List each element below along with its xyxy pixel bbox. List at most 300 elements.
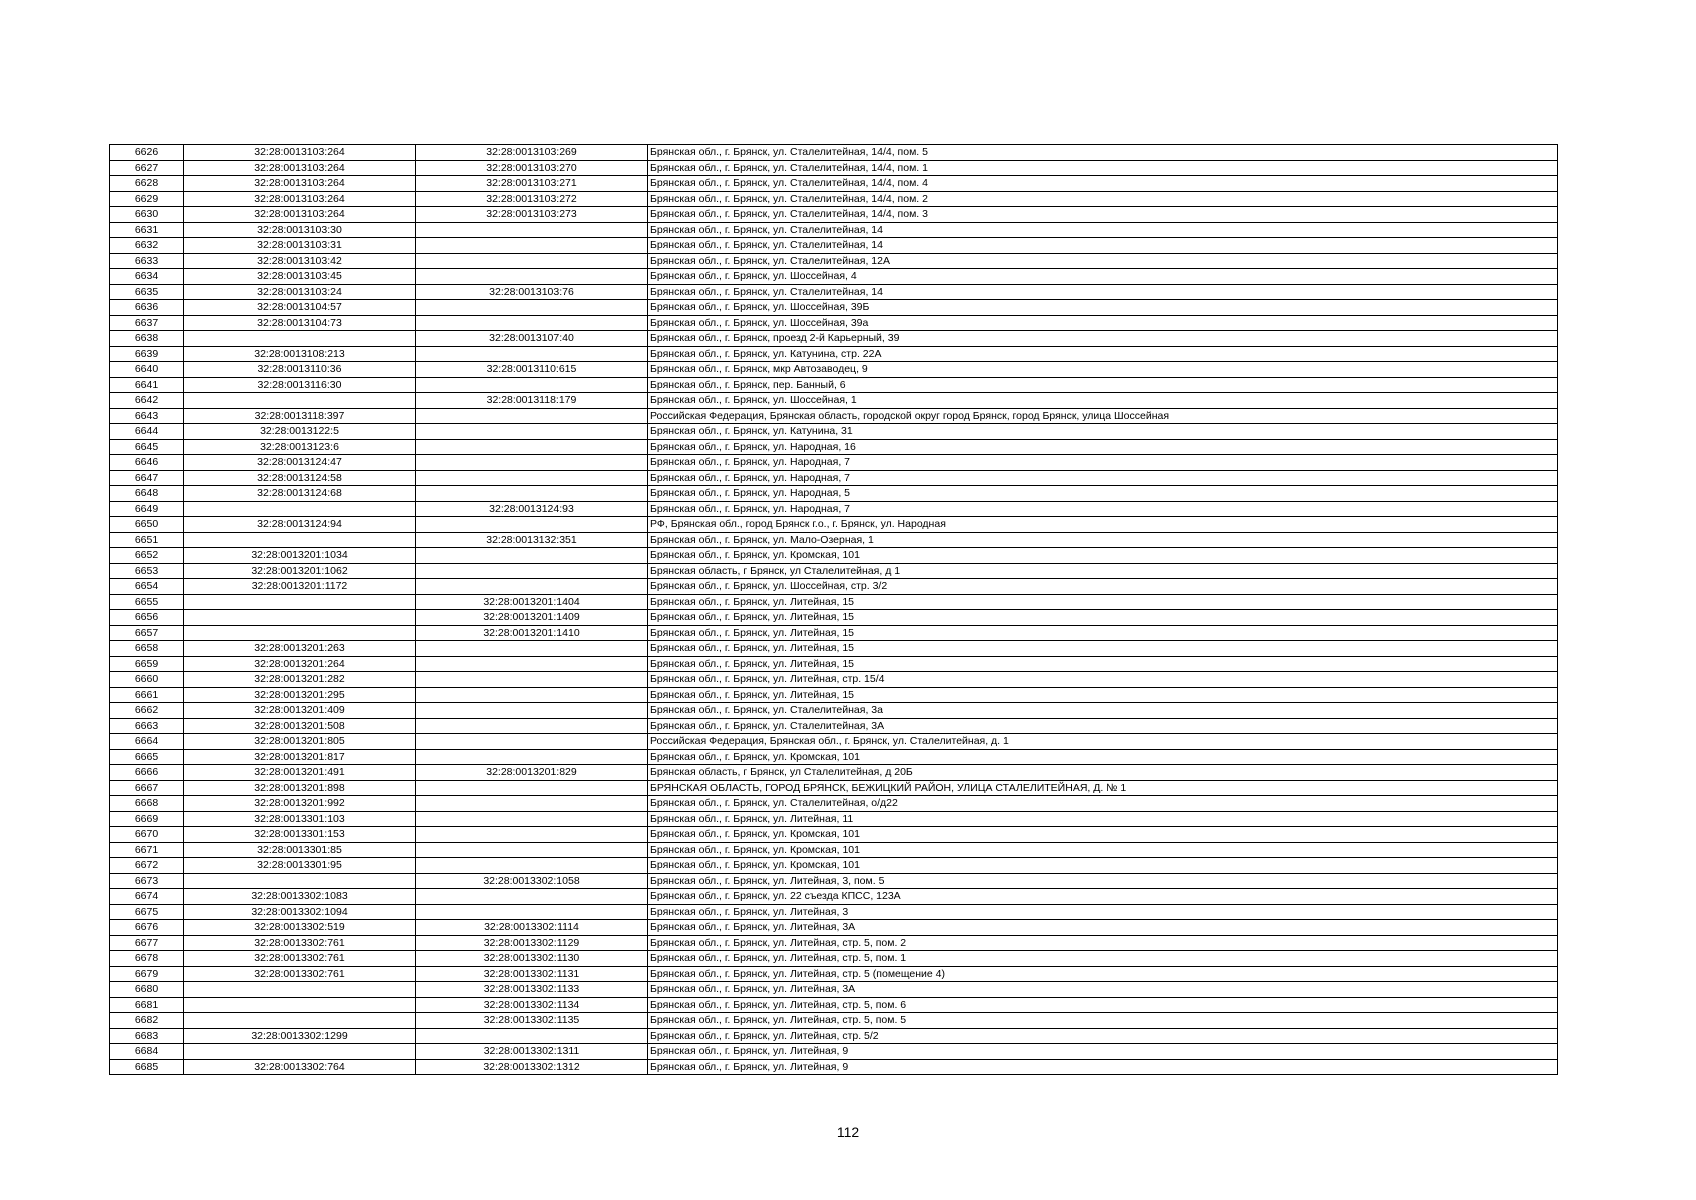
cadastral-number-cell: 32:28:0013302:761 <box>184 966 416 982</box>
related-cadastral-number-cell: 32:28:0013302:1133 <box>416 982 648 998</box>
cadastral-number-cell: 32:28:0013103:24 <box>184 284 416 300</box>
table-row <box>110 439 1558 455</box>
cadastral-number-cell: 32:28:0013201:295 <box>184 687 416 703</box>
address-cell: Брянская обл., г. Брянск, ул. Шоссейная, 4 <box>648 269 1558 285</box>
row-number-cell: 6637 <box>110 315 184 331</box>
address-cell: Брянская обл., г. Брянск, ул. Сталелитейная, 14 <box>648 238 1558 254</box>
row-number-cell: 6668 <box>110 796 184 812</box>
cadastral-number-cell <box>184 997 416 1013</box>
row-number-cell: 6633 <box>110 253 184 269</box>
table-row <box>110 889 1558 905</box>
related-cadastral-number-cell <box>416 1028 648 1044</box>
row-number-cell: 6678 <box>110 951 184 967</box>
address-cell: Брянская обл., г. Брянск, ул. Сталелитейная, 3а <box>648 703 1558 719</box>
table-row <box>110 1044 1558 1060</box>
cadastral-number-cell: 32:28:0013302:1083 <box>184 889 416 905</box>
related-cadastral-number-cell <box>416 315 648 331</box>
row-number-cell: 6665 <box>110 749 184 765</box>
table-row <box>110 548 1558 564</box>
related-cadastral-number-cell <box>416 548 648 564</box>
related-cadastral-number-cell <box>416 455 648 471</box>
table-row <box>110 1028 1558 1044</box>
row-number-cell: 6657 <box>110 625 184 641</box>
related-cadastral-number-cell <box>416 424 648 440</box>
row-number-cell: 6628 <box>110 176 184 192</box>
address-cell: Российская Федерация, Брянская область, городской округ город Брянск, город Брянск, улица Шоссейная <box>648 408 1558 424</box>
table-row <box>110 656 1558 672</box>
cadastral-number-cell <box>184 393 416 409</box>
row-number-cell: 6679 <box>110 966 184 982</box>
registry-table-body <box>110 145 1558 1075</box>
related-cadastral-number-cell <box>416 858 648 874</box>
address-cell: Брянская обл., г. Брянск, ул. Кромская, 101 <box>648 858 1558 874</box>
table-row <box>110 238 1558 254</box>
row-number-cell: 6629 <box>110 191 184 207</box>
address-cell: Брянская обл., г. Брянск, ул. Шоссейная, стр. 3/2 <box>648 579 1558 595</box>
address-cell: Брянская обл., г. Брянск, ул. Шоссейная, 1 <box>648 393 1558 409</box>
related-cadastral-number-cell <box>416 780 648 796</box>
cadastral-number-cell: 32:28:0013124:58 <box>184 470 416 486</box>
cadastral-number-cell: 32:28:0013201:817 <box>184 749 416 765</box>
table-row <box>110 253 1558 269</box>
address-cell: Брянская обл., г. Брянск, ул. Литейная, стр. 5, пом. 5 <box>648 1013 1558 1029</box>
address-cell: Брянская обл., г. Брянск, ул. Литейная, стр. 5/2 <box>648 1028 1558 1044</box>
cadastral-number-cell: 32:28:0013103:264 <box>184 207 416 223</box>
row-number-cell: 6646 <box>110 455 184 471</box>
table-row <box>110 207 1558 223</box>
related-cadastral-number-cell <box>416 703 648 719</box>
cadastral-number-cell: 32:28:0013201:898 <box>184 780 416 796</box>
cadastral-number-cell: 32:28:0013302:764 <box>184 1059 416 1075</box>
row-number-cell: 6656 <box>110 610 184 626</box>
related-cadastral-number-cell: 32:28:0013201:829 <box>416 765 648 781</box>
table-row <box>110 424 1558 440</box>
related-cadastral-number-cell <box>416 889 648 905</box>
cadastral-number-cell <box>184 594 416 610</box>
cadastral-number-cell <box>184 1013 416 1029</box>
address-cell: Брянская обл., г. Брянск, ул. Народная, 7 <box>648 470 1558 486</box>
address-cell: Брянская обл., г. Брянск, ул. Сталелитейная, 14/4, пом. 4 <box>648 176 1558 192</box>
related-cadastral-number-cell: 32:28:0013201:1409 <box>416 610 648 626</box>
address-cell: Брянская обл., г. Брянск, ул. Мало-Озерная, 1 <box>648 532 1558 548</box>
address-cell: Брянская обл., г. Брянск, ул. Литейная, стр. 5 (помещение 4) <box>648 966 1558 982</box>
table-row <box>110 486 1558 502</box>
related-cadastral-number-cell: 32:28:0013302:1312 <box>416 1059 648 1075</box>
cadastral-number-cell: 32:28:0013104:73 <box>184 315 416 331</box>
table-row <box>110 796 1558 812</box>
address-cell: Брянская обл., г. Брянск, ул. Литейная, 15 <box>648 687 1558 703</box>
cadastral-number-cell: 32:28:0013116:30 <box>184 377 416 393</box>
address-cell: Брянская обл., г. Брянск, ул. Кромская, 101 <box>648 548 1558 564</box>
cadastral-number-cell: 32:28:0013103:264 <box>184 145 416 161</box>
table-row <box>110 284 1558 300</box>
address-cell: Брянская обл., г. Брянск, ул. Сталелитейная, о/д22 <box>648 796 1558 812</box>
table-row <box>110 610 1558 626</box>
table-row <box>110 1013 1558 1029</box>
table-row <box>110 300 1558 316</box>
registry-table-container <box>109 144 1557 1075</box>
row-number-cell: 6677 <box>110 935 184 951</box>
table-row <box>110 145 1558 161</box>
address-cell: Брянская обл., г. Брянск, ул. Народная, 7 <box>648 501 1558 517</box>
cadastral-number-cell: 32:28:0013103:264 <box>184 191 416 207</box>
table-row <box>110 827 1558 843</box>
row-number-cell: 6635 <box>110 284 184 300</box>
cadastral-number-cell: 32:28:0013201:1034 <box>184 548 416 564</box>
related-cadastral-number-cell: 32:28:0013103:271 <box>416 176 648 192</box>
related-cadastral-number-cell <box>416 238 648 254</box>
address-cell: Брянская обл., г. Брянск, ул. Литейная, стр. 5, пом. 1 <box>648 951 1558 967</box>
related-cadastral-number-cell: 32:28:0013132:351 <box>416 532 648 548</box>
cadastral-number-cell: 32:28:0013301:95 <box>184 858 416 874</box>
table-row <box>110 269 1558 285</box>
related-cadastral-number-cell <box>416 408 648 424</box>
table-row <box>110 1059 1558 1075</box>
cadastral-number-cell: 32:28:0013201:992 <box>184 796 416 812</box>
related-cadastral-number-cell: 32:28:0013103:272 <box>416 191 648 207</box>
cadastral-number-cell <box>184 625 416 641</box>
row-number-cell: 6671 <box>110 842 184 858</box>
cadastral-number-cell <box>184 873 416 889</box>
row-number-cell: 6660 <box>110 672 184 688</box>
table-row <box>110 703 1558 719</box>
row-number-cell: 6672 <box>110 858 184 874</box>
cadastral-number-cell: 32:28:0013110:36 <box>184 362 416 378</box>
table-row <box>110 920 1558 936</box>
related-cadastral-number-cell <box>416 486 648 502</box>
row-number-cell: 6667 <box>110 780 184 796</box>
table-row <box>110 470 1558 486</box>
cadastral-number-cell: 32:28:0013302:1299 <box>184 1028 416 1044</box>
table-row <box>110 362 1558 378</box>
table-row <box>110 734 1558 750</box>
row-number-cell: 6655 <box>110 594 184 610</box>
address-cell: Брянская обл., г. Брянск, ул. Сталелитейная, 14/4, пом. 2 <box>648 191 1558 207</box>
related-cadastral-number-cell <box>416 687 648 703</box>
row-number-cell: 6636 <box>110 300 184 316</box>
page-number: 112 <box>836 1124 860 1140</box>
cadastral-number-cell: 32:28:0013104:57 <box>184 300 416 316</box>
address-cell: Брянская обл., г. Брянск, ул. Литейная, 9 <box>648 1044 1558 1060</box>
table-row <box>110 811 1558 827</box>
address-cell: Брянская обл., г. Брянск, ул. Народная, 5 <box>648 486 1558 502</box>
table-row <box>110 672 1558 688</box>
cadastral-number-cell: 32:28:0013103:31 <box>184 238 416 254</box>
row-number-cell: 6682 <box>110 1013 184 1029</box>
cadastral-number-cell: 32:28:0013201:282 <box>184 672 416 688</box>
row-number-cell: 6674 <box>110 889 184 905</box>
address-cell: Брянская обл., г. Брянск, ул. Литейная, 9 <box>648 1059 1558 1075</box>
table-row <box>110 873 1558 889</box>
related-cadastral-number-cell <box>416 253 648 269</box>
related-cadastral-number-cell: 32:28:0013118:179 <box>416 393 648 409</box>
related-cadastral-number-cell: 32:28:0013201:1410 <box>416 625 648 641</box>
row-number-cell: 6649 <box>110 501 184 517</box>
table-row <box>110 563 1558 579</box>
address-cell: Брянская область, г Брянск, ул Сталелитейная, д 20Б <box>648 765 1558 781</box>
row-number-cell: 6664 <box>110 734 184 750</box>
address-cell: Брянская обл., г. Брянск, ул. Литейная, 3, пом. 5 <box>648 873 1558 889</box>
address-cell: Брянская обл., г. Брянск, ул. Литейная, 3 <box>648 904 1558 920</box>
row-number-cell: 6639 <box>110 346 184 362</box>
address-cell: Брянская обл., г. Брянск, проезд 2-й Карьерный, 39 <box>648 331 1558 347</box>
related-cadastral-number-cell: 32:28:0013103:273 <box>416 207 648 223</box>
related-cadastral-number-cell: 32:28:0013302:1135 <box>416 1013 648 1029</box>
address-cell: Брянская обл., г. Брянск, ул. Литейная, 15 <box>648 641 1558 657</box>
row-number-cell: 6647 <box>110 470 184 486</box>
cadastral-number-cell: 32:28:0013302:519 <box>184 920 416 936</box>
table-row <box>110 160 1558 176</box>
table-row <box>110 749 1558 765</box>
cadastral-number-cell: 32:28:0013103:42 <box>184 253 416 269</box>
address-cell: Брянская обл., г. Брянск, ул. Литейная, 15 <box>648 610 1558 626</box>
cadastral-number-cell: 32:28:0013123:6 <box>184 439 416 455</box>
row-number-cell: 6648 <box>110 486 184 502</box>
registry-table <box>109 144 1558 1075</box>
address-cell: Брянская обл., г. Брянск, ул. Сталелитейная, 14/4, пом. 1 <box>648 160 1558 176</box>
table-row <box>110 408 1558 424</box>
related-cadastral-number-cell: 32:28:0013302:1131 <box>416 966 648 982</box>
cadastral-number-cell: 32:28:0013301:85 <box>184 842 416 858</box>
cadastral-number-cell: 32:28:0013108:213 <box>184 346 416 362</box>
related-cadastral-number-cell: 32:28:0013107:40 <box>416 331 648 347</box>
table-row <box>110 455 1558 471</box>
related-cadastral-number-cell <box>416 470 648 486</box>
address-cell: Брянская обл., г. Брянск, ул. Сталелитейная, 14/4, пом. 3 <box>648 207 1558 223</box>
address-cell: Брянская обл., г. Брянск, ул. Сталелитейная, 3А <box>648 718 1558 734</box>
address-cell: Брянская обл., г. Брянск, пер. Банный, 6 <box>648 377 1558 393</box>
row-number-cell: 6642 <box>110 393 184 409</box>
table-row <box>110 579 1558 595</box>
table-row <box>110 377 1558 393</box>
address-cell: Брянская обл., г. Брянск, ул. Литейная, 15 <box>648 625 1558 641</box>
table-row <box>110 842 1558 858</box>
cadastral-number-cell: 32:28:0013201:508 <box>184 718 416 734</box>
address-cell: Брянская обл., г. Брянск, ул. Кромская, 101 <box>648 827 1558 843</box>
address-cell: Брянская обл., г. Брянск, ул. Шоссейная, 39Б <box>648 300 1558 316</box>
address-cell: Брянская обл., г. Брянск, ул. Сталелитейная, 14 <box>648 222 1558 238</box>
row-number-cell: 6632 <box>110 238 184 254</box>
related-cadastral-number-cell: 32:28:0013103:269 <box>416 145 648 161</box>
related-cadastral-number-cell: 32:28:0013110:615 <box>416 362 648 378</box>
cadastral-number-cell <box>184 982 416 998</box>
related-cadastral-number-cell <box>416 517 648 533</box>
row-number-cell: 6638 <box>110 331 184 347</box>
related-cadastral-number-cell <box>416 269 648 285</box>
cadastral-number-cell: 32:28:0013103:45 <box>184 269 416 285</box>
cadastral-number-cell <box>184 1044 416 1060</box>
row-number-cell: 6630 <box>110 207 184 223</box>
related-cadastral-number-cell: 32:28:0013302:1058 <box>416 873 648 889</box>
row-number-cell: 6631 <box>110 222 184 238</box>
address-cell: Брянская обл., г. Брянск, ул. Литейная, 11 <box>648 811 1558 827</box>
table-row <box>110 625 1558 641</box>
related-cadastral-number-cell <box>416 579 648 595</box>
related-cadastral-number-cell <box>416 377 648 393</box>
address-cell: Брянская обл., г. Брянск, мкр Автозаводец, 9 <box>648 362 1558 378</box>
cadastral-number-cell: 32:28:0013201:409 <box>184 703 416 719</box>
related-cadastral-number-cell <box>416 641 648 657</box>
cadastral-number-cell: 32:28:0013302:761 <box>184 935 416 951</box>
table-row <box>110 997 1558 1013</box>
row-number-cell: 6654 <box>110 579 184 595</box>
related-cadastral-number-cell: 32:28:0013201:1404 <box>416 594 648 610</box>
address-cell: Брянская обл., г. Брянск, ул. Катунина, 31 <box>648 424 1558 440</box>
related-cadastral-number-cell <box>416 656 648 672</box>
row-number-cell: 6676 <box>110 920 184 936</box>
table-row <box>110 331 1558 347</box>
table-row <box>110 858 1558 874</box>
table-row <box>110 222 1558 238</box>
cadastral-number-cell <box>184 610 416 626</box>
row-number-cell: 6663 <box>110 718 184 734</box>
row-number-cell: 6661 <box>110 687 184 703</box>
address-cell: Брянская обл., г. Брянск, ул. 22 съезда КПСС, 123А <box>648 889 1558 905</box>
related-cadastral-number-cell: 32:28:0013302:1311 <box>416 1044 648 1060</box>
table-row <box>110 346 1558 362</box>
address-cell: Брянская обл., г. Брянск, ул. Сталелитейная, 14/4, пом. 5 <box>648 145 1558 161</box>
address-cell: Российская Федерация, Брянская обл., г. Брянск, ул. Сталелитейная, д. 1 <box>648 734 1558 750</box>
table-row <box>110 594 1558 610</box>
related-cadastral-number-cell <box>416 439 648 455</box>
row-number-cell: 6675 <box>110 904 184 920</box>
related-cadastral-number-cell <box>416 796 648 812</box>
cadastral-number-cell: 32:28:0013103:264 <box>184 176 416 192</box>
row-number-cell: 6653 <box>110 563 184 579</box>
cadastral-number-cell: 32:28:0013118:397 <box>184 408 416 424</box>
address-cell: Брянская обл., г. Брянск, ул. Шоссейная, 39а <box>648 315 1558 331</box>
address-cell: Брянская обл., г. Брянск, ул. Литейная, стр. 15/4 <box>648 672 1558 688</box>
address-cell: БРЯНСКАЯ ОБЛАСТЬ, ГОРОД БРЯНСК, БЕЖИЦКИЙ РАЙОН, УЛИЦА СТАЛЕЛИТЕЙНАЯ, Д. № 1 <box>648 780 1558 796</box>
address-cell: Брянская обл., г. Брянск, ул. Литейная, 15 <box>648 656 1558 672</box>
related-cadastral-number-cell <box>416 749 648 765</box>
cadastral-number-cell: 32:28:0013124:68 <box>184 486 416 502</box>
related-cadastral-number-cell <box>416 563 648 579</box>
row-number-cell: 6669 <box>110 811 184 827</box>
row-number-cell: 6643 <box>110 408 184 424</box>
row-number-cell: 6673 <box>110 873 184 889</box>
row-number-cell: 6626 <box>110 145 184 161</box>
table-row <box>110 904 1558 920</box>
related-cadastral-number-cell: 32:28:0013302:1114 <box>416 920 648 936</box>
related-cadastral-number-cell <box>416 842 648 858</box>
related-cadastral-number-cell: 32:28:0013302:1134 <box>416 997 648 1013</box>
row-number-cell: 6652 <box>110 548 184 564</box>
table-row <box>110 687 1558 703</box>
cadastral-number-cell: 32:28:0013201:805 <box>184 734 416 750</box>
table-row <box>110 517 1558 533</box>
row-number-cell: 6684 <box>110 1044 184 1060</box>
row-number-cell: 6641 <box>110 377 184 393</box>
cadastral-number-cell: 32:28:0013302:761 <box>184 951 416 967</box>
related-cadastral-number-cell <box>416 346 648 362</box>
row-number-cell: 6670 <box>110 827 184 843</box>
cadastral-number-cell: 32:28:0013201:264 <box>184 656 416 672</box>
related-cadastral-number-cell <box>416 904 648 920</box>
table-row <box>110 780 1558 796</box>
cadastral-number-cell <box>184 532 416 548</box>
cadastral-number-cell: 32:28:0013122:5 <box>184 424 416 440</box>
row-number-cell: 6627 <box>110 160 184 176</box>
address-cell: Брянская обл., г. Брянск, ул. Кромская, 101 <box>648 749 1558 765</box>
row-number-cell: 6680 <box>110 982 184 998</box>
related-cadastral-number-cell <box>416 222 648 238</box>
row-number-cell: 6658 <box>110 641 184 657</box>
related-cadastral-number-cell: 32:28:0013302:1129 <box>416 935 648 951</box>
related-cadastral-number-cell <box>416 672 648 688</box>
cadastral-number-cell: 32:28:0013201:1172 <box>184 579 416 595</box>
address-cell: Брянская обл., г. Брянск, ул. Кромская, 101 <box>648 842 1558 858</box>
table-row <box>110 765 1558 781</box>
address-cell: Брянская обл., г. Брянск, ул. Сталелитейная, 14 <box>648 284 1558 300</box>
row-number-cell: 6681 <box>110 997 184 1013</box>
table-row <box>110 951 1558 967</box>
table-row <box>110 718 1558 734</box>
related-cadastral-number-cell: 32:28:0013103:270 <box>416 160 648 176</box>
table-row <box>110 191 1558 207</box>
address-cell: Брянская обл., г. Брянск, ул. Литейная, 3А <box>648 982 1558 998</box>
address-cell: Брянская обл., г. Брянск, ул. Народная, 16 <box>648 439 1558 455</box>
related-cadastral-number-cell <box>416 734 648 750</box>
cadastral-number-cell: 32:28:0013201:491 <box>184 765 416 781</box>
related-cadastral-number-cell <box>416 718 648 734</box>
row-number-cell: 6634 <box>110 269 184 285</box>
row-number-cell: 6659 <box>110 656 184 672</box>
cadastral-number-cell: 32:28:0013301:103 <box>184 811 416 827</box>
table-row <box>110 982 1558 998</box>
address-cell: Брянская обл., г. Брянск, ул. Катунина, стр. 22А <box>648 346 1558 362</box>
cadastral-number-cell: 32:28:0013103:264 <box>184 160 416 176</box>
row-number-cell: 6651 <box>110 532 184 548</box>
address-cell: Брянская обл., г. Брянск, ул. Сталелитейная, 12А <box>648 253 1558 269</box>
row-number-cell: 6683 <box>110 1028 184 1044</box>
table-row <box>110 315 1558 331</box>
cadastral-number-cell: 32:28:0013201:1062 <box>184 563 416 579</box>
table-row <box>110 532 1558 548</box>
address-cell: Брянская обл., г. Брянск, ул. Литейная, 15 <box>648 594 1558 610</box>
address-cell: Брянская обл., г. Брянск, ул. Народная, 7 <box>648 455 1558 471</box>
cadastral-number-cell: 32:28:0013301:153 <box>184 827 416 843</box>
table-row <box>110 501 1558 517</box>
address-cell: Брянская обл., г. Брянск, ул. Литейная, стр. 5, пом. 2 <box>648 935 1558 951</box>
related-cadastral-number-cell <box>416 827 648 843</box>
cadastral-number-cell: 32:28:0013103:30 <box>184 222 416 238</box>
related-cadastral-number-cell: 32:28:0013124:93 <box>416 501 648 517</box>
cadastral-number-cell: 32:28:0013124:94 <box>184 517 416 533</box>
row-number-cell: 6644 <box>110 424 184 440</box>
row-number-cell: 6645 <box>110 439 184 455</box>
table-row <box>110 393 1558 409</box>
row-number-cell: 6640 <box>110 362 184 378</box>
related-cadastral-number-cell: 32:28:0013103:76 <box>416 284 648 300</box>
row-number-cell: 6666 <box>110 765 184 781</box>
related-cadastral-number-cell: 32:28:0013302:1130 <box>416 951 648 967</box>
row-number-cell: 6662 <box>110 703 184 719</box>
related-cadastral-number-cell <box>416 811 648 827</box>
address-cell: Брянская область, г Брянск, ул Сталелитейная, д 1 <box>648 563 1558 579</box>
address-cell: Брянская обл., г. Брянск, ул. Литейная, 3А <box>648 920 1558 936</box>
related-cadastral-number-cell <box>416 300 648 316</box>
row-number-cell: 6650 <box>110 517 184 533</box>
table-row <box>110 641 1558 657</box>
cadastral-number-cell: 32:28:0013124:47 <box>184 455 416 471</box>
table-row <box>110 176 1558 192</box>
table-row <box>110 935 1558 951</box>
cadastral-number-cell <box>184 501 416 517</box>
row-number-cell: 6685 <box>110 1059 184 1075</box>
address-cell: РФ, Брянская обл., город Брянск г.о., г. Брянск, ул. Народная <box>648 517 1558 533</box>
cadastral-number-cell: 32:28:0013302:1094 <box>184 904 416 920</box>
